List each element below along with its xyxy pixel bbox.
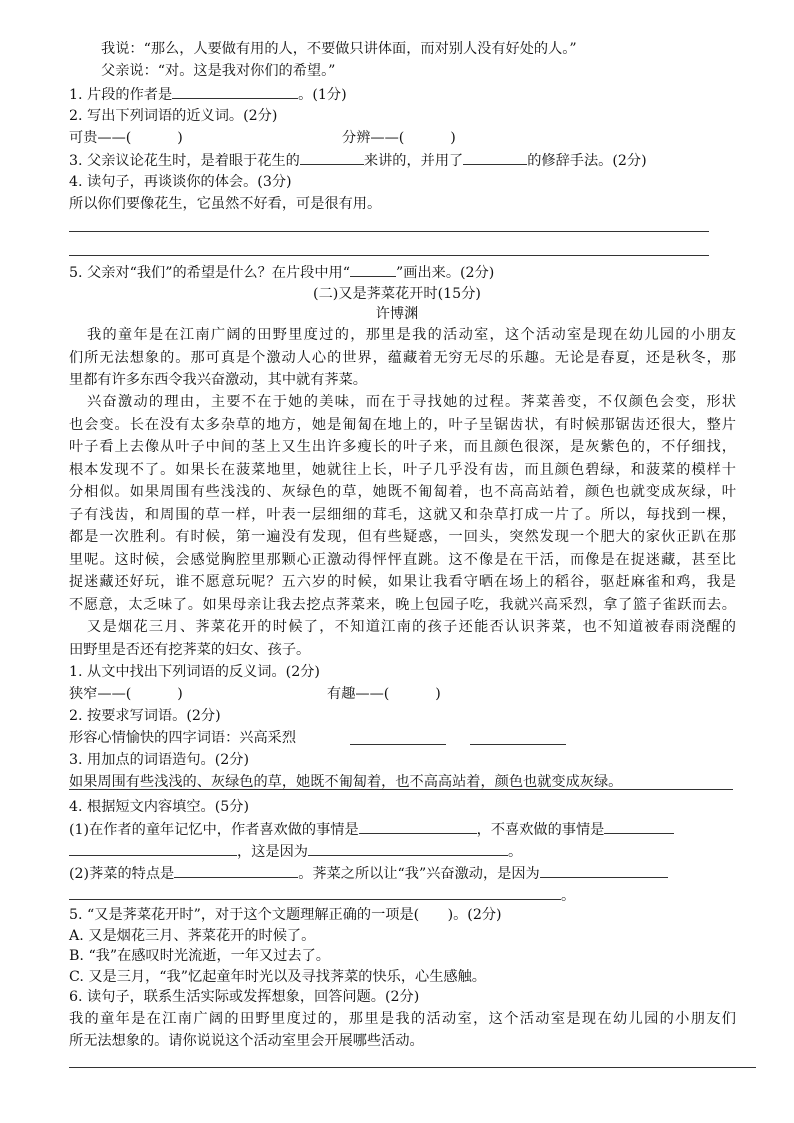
question-2-2-text: 形容心情愉快的四字词语：兴高采烈 [69, 730, 297, 746]
question-2-6: 6. 读句子，联系生活实际或发挥想象，回答问题。(2分) [69, 989, 420, 1005]
question-2-3: 3. 用加点的词语造句。(2分) [69, 752, 250, 768]
question-2-4-2: (2)荠菜的特点是 。荠菜之所以让“我”兴奋激动，是因为 [69, 863, 668, 884]
option-a[interactable]: A. 又是烟花三月、荠菜花开的时候了。 [69, 928, 316, 944]
question-4: 4. 读句子，再谈谈你的体会。(3分) [69, 174, 292, 190]
underline-sample [350, 262, 396, 277]
answer-blank[interactable] [174, 863, 298, 878]
question-3: 3. 父亲议论花生时，是着眼于花生的 来讲的，并用了 的修辞手法。(2分) [69, 150, 647, 171]
question-1: 1. 片段的作者是 。(1分) [69, 84, 347, 105]
question-2-1-words-b: 有趣——( ) [327, 686, 441, 702]
answer-line[interactable] [69, 1067, 756, 1068]
question-2-6-text-cont: 所无法想象的。请你说说这个活动室里会开展哪些活动。 [69, 1033, 424, 1049]
question-2-words-b: 分辨——( ) [342, 130, 456, 146]
answer-blank[interactable] [300, 150, 364, 165]
paragraph-line: 我的童年是在江南广阔的田野里度过的，那里是我的活动室，这个活动室是现在幼儿园的小朋友 [87, 327, 736, 343]
question-2-3-sentence: 如果周围有些浅浅的、灰绿色的草，她既不匍匐着，也不高高站着，颜色也就变成灰绿。 [69, 774, 623, 790]
answer-blank[interactable] [69, 841, 237, 856]
question-2-4-1-cont: ，这是因为 。 [69, 841, 522, 862]
excerpt-line-1: 我说：“那么，人要做有用的人，不要做只讲体面，而对别人没有好处的人。” [101, 41, 577, 57]
answer-blank[interactable] [69, 885, 561, 900]
answer-blank[interactable] [172, 84, 298, 99]
paragraph-line: 都是一次胜利。有时候，第一遍没有发现，但有些疑惑，一回头，突然发现一个肥大的家伙正趴在那 [69, 529, 736, 545]
paragraph-line: 里都有许多东西令我兴奋激动，其中就有荠菜。 [69, 372, 367, 388]
question-2-4: 4. 根据短文内容填空。(5分) [69, 799, 250, 815]
passage-author: 许博渊 [375, 306, 419, 322]
paragraph-line: 也会变。长在没有太多杂草的地方，她是匍匐在地上的，叶子呈锯齿状，有时候那锯齿还很大，整片 [69, 417, 736, 433]
question-2-1: 1. 从文中找出下列词语的反义词。(2分) [69, 664, 320, 680]
paragraph-line: 分相似。如果周围有些浅浅的、灰绿色的草，她既不匍匐着，也不高高站着，颜色也就变成灰绿，叶 [69, 484, 736, 500]
paragraph-line: 又是烟花三月、荠菜花开的时候了，不知道江南的孩子还能否认识荠菜，也不知道被春雨浇醒的 [87, 619, 736, 635]
answer-line[interactable] [69, 255, 709, 256]
excerpt-line-2: 父亲说：“对。这是我对你们的希望。” [101, 63, 336, 79]
answer-line[interactable] [69, 231, 709, 232]
answer-line[interactable] [69, 789, 733, 790]
question-2-4-2-cont: 。 [69, 885, 575, 906]
paragraph-line: 根本发现不了。如果长在菠菜地里，她就往上长，叶子几乎没有齿，而且颜色碧绿，和菠菜的模样十 [69, 462, 736, 478]
option-b[interactable]: B. “我”在感叹时光流逝，一年又过去了。 [69, 948, 330, 964]
answer-blank[interactable] [470, 744, 566, 745]
paragraph-line: 子有浅齿，和周围的草一样，叶表一层细细的茸毛，这就又和杂草打成一片了。所以，每找到一棵， [69, 507, 736, 523]
question-2: 2. 写出下列词语的近义词。(2分) [69, 108, 278, 124]
question-2-4-1: (1)在作者的童年记忆中，作者喜欢做的事情是 ，不喜欢做的事情是 [69, 819, 674, 840]
question-2-words: 可贵——( ) [69, 130, 183, 146]
answer-blank[interactable] [463, 150, 527, 165]
question-2-2: 2. 按要求写词语。(2分) [69, 708, 221, 724]
option-c[interactable]: C. 又是三月，“我”忆起童年时光以及寻找荠菜的快乐，心生感触。 [69, 969, 486, 985]
answer-blank[interactable] [604, 819, 674, 834]
question-5: 5. 父亲对“我们”的希望是什么？在片段中用“ ”画出来。(2分) [69, 262, 494, 283]
paragraph-line: 们所无法想象的。那可真是个激动人心的世界，蕴藏着无穷无尽的乐趣。无论是春夏，还是秋冬，那 [69, 350, 736, 366]
answer-blank[interactable] [540, 863, 668, 878]
question-2-5: 5. “又是荠菜花开时”，对于这个文题理解正确的一项是( )。(2分) [69, 907, 502, 923]
paragraph-line: 田野里是否还有挖荠菜的妇女、孩子。 [69, 642, 311, 658]
answer-blank[interactable] [308, 841, 508, 856]
paragraph-line: 里呢。这时候，会感觉胸腔里那颗心正激动得怦怦直跳。这不像是在干活，而像是在捉迷藏，甚至比 [69, 552, 736, 568]
paragraph-line: 叶子看上去像从叶子中间的茎上又生出许多瘦长的叶子来，而且颜色很深，是灰紫色的，不仔细找， [69, 439, 736, 455]
paragraph-line: 捉迷藏还好玩，谁不愿意玩呢？五六岁的时候，如果让我看守晒在场上的稻谷，驱赶麻雀和鸡，我是 [69, 574, 736, 590]
paragraph-line: 不愿意，太乏味了。如果母亲让我去挖点荠菜来，晚上包园子吃，我就兴高采烈，拿了篮子雀跃而去。 [69, 597, 736, 613]
passage-title: (二)又是荠菜花开时(15分) [313, 286, 481, 302]
answer-blank[interactable] [359, 819, 477, 834]
question-4-sentence: 所以你们要像花生，它虽然不好看，可是很有用。 [69, 196, 382, 212]
question-2-1-words: 狭窄——( ) [69, 686, 183, 702]
paragraph-line: 兴奋激动的理由，主要不在于她的美味，而在于寻找她的过程。荠菜善变，不仅颜色会变，形状 [87, 394, 736, 410]
answer-blank[interactable] [350, 744, 446, 745]
question-2-6-text: 我的童年是在江南广阔的田野里度过的，那里是我的活动室，这个活动室是现在幼儿园的小朋友们 [69, 1011, 736, 1027]
